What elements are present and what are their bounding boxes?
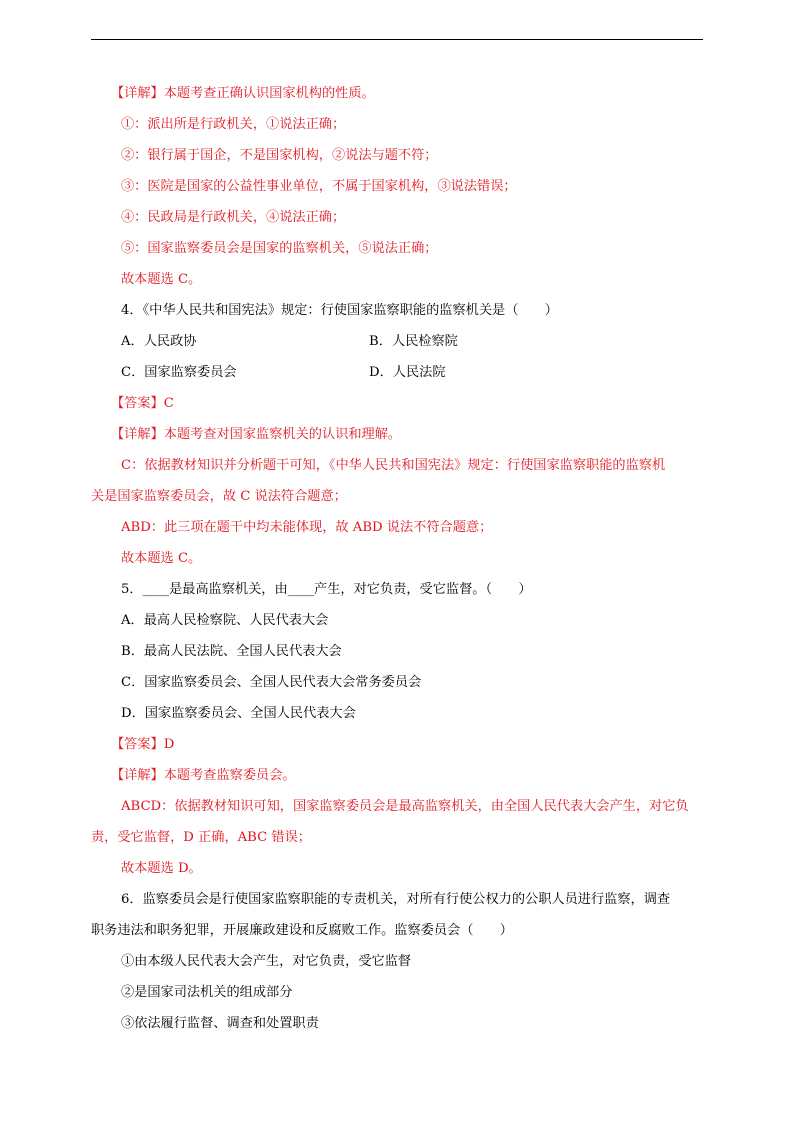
header-rule [91,39,703,40]
q4-answer [111,388,721,419]
q5-analysis: ABCD：依据教材知识可知，国家监察委员会是最高监察机关，由全国人民代表大会产生，对它负 责，受它监督，D 正确，ABC 错误； [91,799,689,845]
q5-analysis-intro: 【详解】本题考查监察委员会。 [111,768,296,783]
q6-item: ①由本级人民代表大会产生，对它负责，受它监督 [121,954,412,969]
q5-conclusion: 故本题选 D。 [121,861,202,876]
answer-value: D [163,737,175,752]
q5-option-a: A．最高人民检察院、人民代表大会 [121,613,329,628]
q6-item: ②是国家司法机关的组成部分 [121,985,293,1000]
q5-stem: 5．____是最高监察机关，由____产生，对它负责，受它监督。（ ） [121,582,532,597]
q4-options-row-2 [121,357,721,388]
q3-analysis-item: ②：银行属于国企，不是国家机构，②说法与题不符； [121,148,438,163]
q4-analysis-abd: ABD：此三项在题干中均未能体现，故 ABD 说法不符合题意； [121,520,493,535]
q5-option-d: D．国家监察委员会、全国人民代表大会 [121,706,356,721]
q4-option-b: B．人民检察院 [369,334,458,349]
q3-analysis-intro: 【详解】本题考查正确认识国家机构的性质。 [111,86,375,101]
q5-option-b: B．最高人民法院、全国人民代表大会 [121,644,342,659]
analysis-tag: 【详解】 [111,768,164,783]
q4-analysis-c: C：依据教材知识并分析题干可知，《中华人民共和国宪法》规定：行使国家监察职能的监察机 关是国家监察委员会，故 C 说法符合题意； [91,458,666,504]
q3-analysis-item: ③：医院是国家的公益性事业单位，不属于国家机构，③说法错误； [121,179,517,194]
q4-option-a: A．人民政协 [121,334,197,349]
q5-option-c: C．国家监察委员会、全国人民代表大会常务委员会 [121,675,422,690]
q4-option-c: C．国家监察委员会 [121,365,237,380]
q6-item: ③依法履行监督、调查和处置职责 [121,1016,319,1031]
analysis-tag: 【详解】 [111,427,164,442]
answer-tag: 【答案】 [111,396,164,411]
analysis-tag: 【详解】 [111,86,164,101]
q4-analysis-intro: 【详解】本题考查对国家监察机关的认识和理解。 [111,427,402,442]
q3-analysis-item: ⑤：国家监察委员会是国家的监察机关，⑤说法正确； [121,241,438,256]
answer-tag: 【答案】 [111,737,164,752]
q3-analysis-item: ①：派出所是行政机关，①说法正确； [121,117,346,132]
q4-options-row-1 [121,326,721,357]
q4-conclusion: 故本题选 C。 [121,551,202,566]
document-body [0,78,794,1039]
q3-conclusion: 故本题选 C。 [121,272,202,287]
answer-value: C [163,396,174,411]
q5-answer [111,729,721,760]
q6-stem: 6．监察委员会是行使国家监察职能的专责机关，对所有行使公权力的公职人员进行监察，调查 职务违法和职务犯罪，开展廉政建设和反腐败工作。监察委员会（ ） [91,892,671,938]
q4-stem: 4．《中华人民共和国宪法》规定：行使国家监察职能的监察机关是（ ） [121,303,558,318]
q4-option-d: D．人民法院 [369,365,446,380]
q3-analysis-item: ④：民政局是行政机关，④说法正确； [121,210,346,225]
